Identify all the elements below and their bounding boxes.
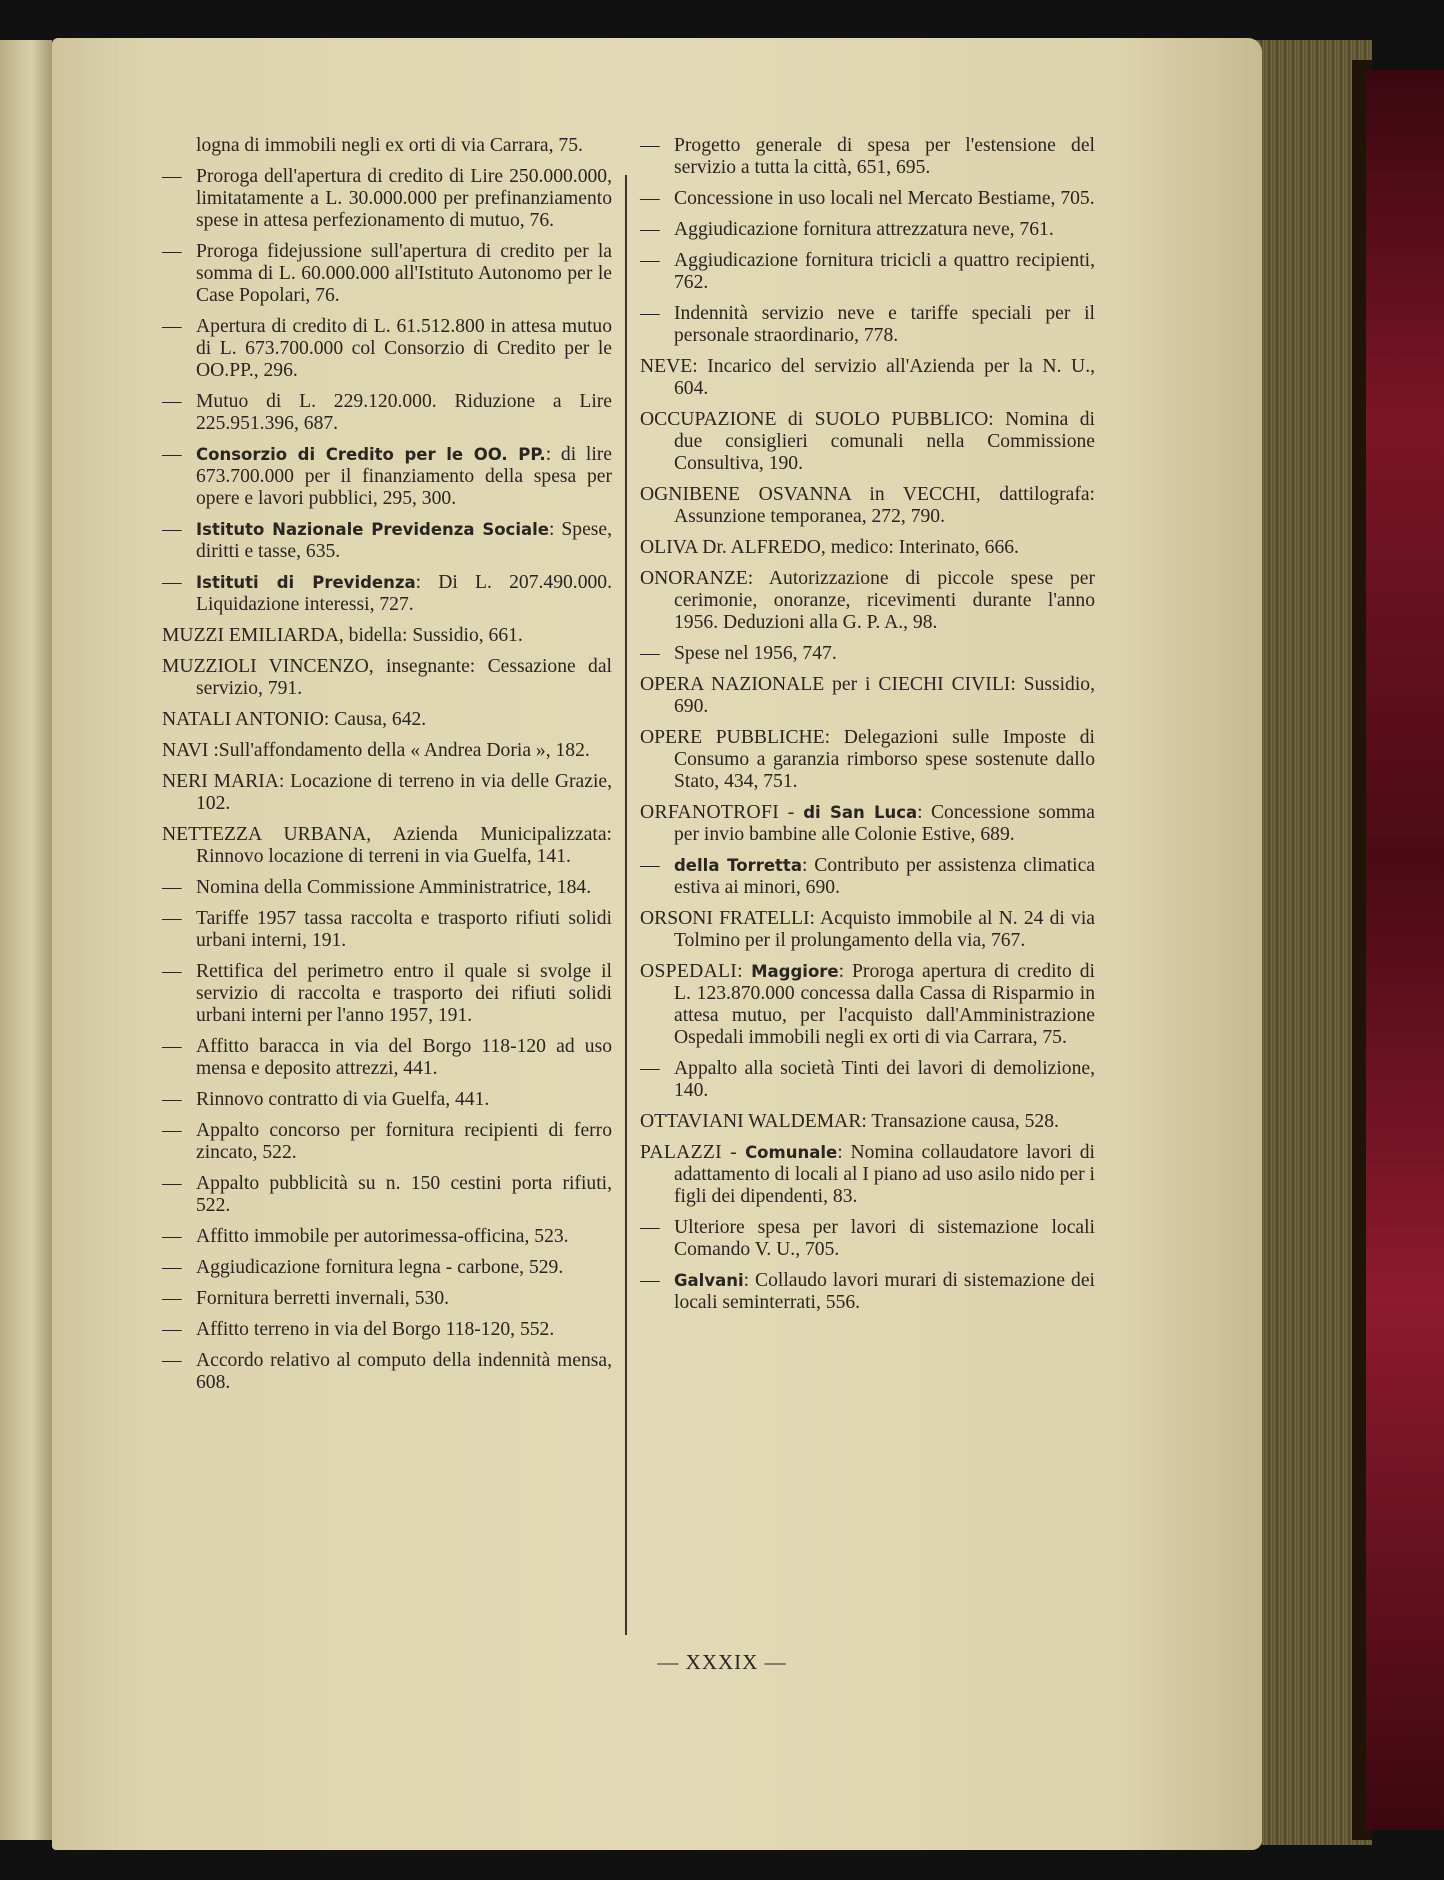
entry-dash: — xyxy=(162,877,182,898)
index-entry xyxy=(640,356,1095,400)
index-subentry xyxy=(162,1257,612,1279)
index-subentry xyxy=(162,1089,612,1111)
index-subentry xyxy=(162,1036,612,1080)
entry-dash: — xyxy=(162,572,182,593)
entry-text: : Di L. 207.490.000. Liquidazione interessi, 727. xyxy=(196,572,612,615)
entry-dash: — xyxy=(162,444,182,465)
entry-heading: PALAZZI - xyxy=(640,1142,746,1163)
index-subentry xyxy=(640,1058,1095,1102)
entry-text: NATALI ANTONIO: Causa, 642. xyxy=(162,709,427,730)
entry-text: OLIVA Dr. ALFREDO, medico: Interinato, 666. xyxy=(640,537,1019,558)
index-entry xyxy=(162,824,612,868)
index-subentry xyxy=(640,135,1095,179)
entry-dash: — xyxy=(162,1089,182,1110)
entry-bold-subject: Maggiore xyxy=(751,962,839,981)
index-entry xyxy=(640,1111,1095,1133)
index-subentry xyxy=(162,241,612,307)
entry-text: NERI MARIA: Locazione di terreno in via delle Grazie, 102. xyxy=(162,771,612,814)
index-subentry xyxy=(162,908,612,952)
entry-bold-subject: di San Luca xyxy=(803,803,918,822)
index-entry xyxy=(640,961,1095,1049)
entry-text: Indennità servizio neve e tariffe speciali per il personale straordinario, 778. xyxy=(674,303,1095,346)
index-subentry xyxy=(640,1217,1095,1261)
index-subentry xyxy=(640,303,1095,347)
book-cover xyxy=(1366,70,1444,1830)
index-entry xyxy=(162,625,612,647)
index-entry xyxy=(162,771,612,815)
entry-bold-subject: della Torretta xyxy=(674,856,802,875)
entry-dash: — xyxy=(162,1288,182,1309)
entry-text: NETTEZZA URBANA, Azienda Municipalizzata: Rinnovo locazione di terreni in via Guelfa, 141. xyxy=(162,824,612,867)
facing-page-edge xyxy=(0,40,52,1840)
entry-dash: — xyxy=(640,219,660,240)
entry-text: : Nomina collaudatore lavori di adattamento di locali al I piano ad uso asilo nido per i figli dei dipendenti, 83. xyxy=(674,1142,1095,1207)
index-entry xyxy=(640,568,1095,634)
entry-text: Proroga dell'apertura di credito di Lire 250.000.000, limitatamente a L. 30.000.000 per prefinanziamento spese in attesa perfezionamento di mutuo, 76. xyxy=(196,166,612,231)
entry-dash: — xyxy=(162,166,182,187)
index-subentry xyxy=(162,1319,612,1341)
index-subentry xyxy=(162,877,612,899)
entry-text: MUZZI EMILIARDA, bidella: Sussidio, 661. xyxy=(162,625,523,646)
entry-text: Affitto immobile per autorimessa-officina, 523. xyxy=(196,1226,569,1247)
column-divider xyxy=(625,175,627,1635)
index-subentry xyxy=(162,1120,612,1164)
entry-text: MUZZIOLI VINCENZO, insegnante: Cessazione dal servizio, 791. xyxy=(162,656,612,699)
index-entry xyxy=(162,656,612,700)
entry-text: Ulteriore spesa per lavori di sistemazione locali Comando V. U., 705. xyxy=(674,1217,1095,1260)
entry-heading: OSPEDALI: xyxy=(640,961,752,982)
entry-text: Accordo relativo al computo della indennità mensa, 608. xyxy=(196,1350,612,1393)
entry-bold-subject: Istituti di Previdenza xyxy=(196,573,416,592)
index-subentry xyxy=(640,188,1095,210)
entry-heading: ORFANOTROFI - xyxy=(640,802,804,823)
index-subentry xyxy=(640,1270,1095,1314)
entry-dash: — xyxy=(162,1036,182,1057)
entry-text: Appalto pubblicità su n. 150 cestini porta rifiuti, 522. xyxy=(196,1173,612,1216)
entry-text: : di lire 673.700.000 per il finanziamento della spesa per opere e lavori pubblici, 295, 300. xyxy=(196,444,613,509)
index-subentry xyxy=(162,572,612,616)
entry-text: Aggiudicazione fornitura attrezzatura neve, 761. xyxy=(674,219,1054,240)
index-subentry xyxy=(162,316,612,382)
entry-dash: — xyxy=(162,961,182,982)
entry-dash: — xyxy=(162,1350,182,1371)
entry-dash: — xyxy=(640,303,660,324)
entry-text: ONORANZE: Autorizzazione di piccole spese per cerimonie, onoranze, ricevimenti durante l'anno 1956. Deduzioni alla G. P. A., 98. xyxy=(640,568,1095,633)
entry-dash: — xyxy=(162,519,182,540)
index-subentry xyxy=(162,391,612,435)
entry-text: Rinnovo contratto di via Guelfa, 441. xyxy=(196,1089,490,1110)
entry-text: : Contributo per assistenza climatica estiva ai minori, 690. xyxy=(674,855,1095,898)
index-subentry xyxy=(162,961,612,1027)
index-entry xyxy=(640,802,1095,846)
index-entry xyxy=(640,537,1095,559)
entry-text: Spese nel 1956, 747. xyxy=(674,643,837,664)
entry-text: : Collaudo lavori murari di sistemazione dei locali seminterrati, 556. xyxy=(674,1270,1095,1313)
index-subentry xyxy=(640,250,1095,294)
entry-bold-subject: Comunale xyxy=(745,1143,838,1162)
entry-dash: — xyxy=(640,855,660,876)
index-subentry xyxy=(162,519,612,563)
entry-dash: — xyxy=(640,1217,660,1238)
entry-text: Affitto baracca in via del Borgo 118-120 ad uso mensa e deposito attrezzi, 441. xyxy=(196,1036,612,1079)
index-entry xyxy=(640,727,1095,793)
index-entry xyxy=(640,409,1095,475)
entry-text: OGNIBENE OSVANNA in VECCHI, dattilografa: Assunzione temporanea, 272, 790. xyxy=(640,484,1095,527)
entry-dash: — xyxy=(162,908,182,929)
entry-text: Mutuo di L. 229.120.000. Riduzione a Lire 225.951.396, 687. xyxy=(196,391,612,434)
index-subentry xyxy=(162,135,612,157)
index-subentry xyxy=(640,643,1095,665)
entry-text: Concessione in uso locali nel Mercato Bestiame, 705. xyxy=(674,188,1095,209)
entry-text: NEVE: Incarico del servizio all'Azienda per la N. U., 604. xyxy=(640,356,1095,399)
entry-dash: — xyxy=(162,316,182,337)
entry-text: Affitto terreno in via del Borgo 118-120, 552. xyxy=(196,1319,555,1340)
index-entry xyxy=(162,709,612,731)
entry-dash: — xyxy=(162,1120,182,1141)
entry-text: OCCUPAZIONE di SUOLO PUBBLICO: Nomina di due consiglieri comunali nella Commissione Consultiva, 190. xyxy=(640,409,1095,474)
entry-text: Aggiudicazione fornitura tricicli a quattro recipienti, 762. xyxy=(674,250,1095,293)
index-entry xyxy=(640,484,1095,528)
entry-dash: — xyxy=(640,188,660,209)
entry-dash: — xyxy=(162,1257,182,1278)
right-column xyxy=(640,135,1095,1323)
entry-text: Progetto generale di spesa per l'estensione del servizio a tutta la città, 651, 695. xyxy=(674,135,1095,178)
entry-dash: — xyxy=(162,391,182,412)
entry-dash: — xyxy=(162,1319,182,1340)
entry-text: Tariffe 1957 tassa raccolta e trasporto rifiuti solidi urbani interni, 191. xyxy=(196,908,612,951)
entry-text: : Proroga apertura di credito di L. 123.870.000 concessa dalla Cassa di Risparmio in attesa mutuo, per l'acquisto dall'Amministrazione Ospedali immobili negli ex orti di via Carrara, 75. xyxy=(674,961,1095,1048)
entry-text: : Concessione somma per invio bambine alle Colonie Estive, 689. xyxy=(674,802,1095,845)
entry-text: Apertura di credito di L. 61.512.800 in attesa mutuo di L. 673.700.000 col Consorzio di Credito per le OO.PP., 296. xyxy=(196,316,612,381)
entry-dash: — xyxy=(162,1226,182,1247)
entry-text: Aggiudicazione fornitura legna - carbone, 529. xyxy=(196,1257,564,1278)
entry-text: Appalto alla società Tinti dei lavori di demolizione, 140. xyxy=(674,1058,1095,1101)
entry-text: Nomina della Commissione Amministratrice, 184. xyxy=(196,877,592,898)
entry-dash: — xyxy=(640,250,660,271)
index-subentry xyxy=(640,855,1095,899)
index-subentry xyxy=(162,444,612,510)
index-subentry xyxy=(162,1226,612,1248)
entry-dash: — xyxy=(162,241,182,262)
index-entry xyxy=(640,1142,1095,1208)
page-number: — XXXIX — xyxy=(657,1650,787,1674)
entry-text: Rettifica del perimetro entro il quale si svolge il servizio di raccolta e trasporto dei rifiuti solidi urbani interni per l'anno 1957, 191. xyxy=(196,961,612,1026)
index-entry xyxy=(640,908,1095,952)
entry-text: OPERE PUBBLICHE: Delegazioni sulle Imposte di Consumo a garanzia rimborso spese sostenute dallo Stato, 434, 751. xyxy=(640,727,1095,792)
index-entry xyxy=(640,674,1095,718)
entry-text: OPERA NAZIONALE per i CIECHI CIVILI: Sussidio, 690. xyxy=(640,674,1095,717)
entry-dash: — xyxy=(640,1270,660,1291)
entry-text: OTTAVIANI WALDEMAR: Transazione causa, 528. xyxy=(640,1111,1059,1132)
entry-bold-subject: Istituto Nazionale Previdenza Sociale xyxy=(196,520,549,539)
entry-bold-subject: Consorzio di Credito per le OO. PP. xyxy=(196,445,546,464)
index-subentry xyxy=(162,1173,612,1217)
left-column xyxy=(162,135,612,1403)
entry-bold-subject: Galvani xyxy=(674,1271,744,1290)
entry-text: NAVI :Sull'affondamento della « Andrea Doria », 182. xyxy=(162,740,590,761)
index-subentry xyxy=(162,1288,612,1310)
entry-text: Proroga fidejussione sull'apertura di credito per la somma di L. 60.000.000 all'Istituto Autonomo per le Case Popolari, 76. xyxy=(196,241,612,306)
entry-text: Appalto concorso per fornitura recipienti di ferro zincato, 522. xyxy=(196,1120,612,1163)
index-subentry xyxy=(640,219,1095,241)
index-subentry xyxy=(162,1350,612,1394)
index-entry xyxy=(162,740,612,762)
entry-text: ORSONI FRATELLI: Acquisto immobile al N. 24 di via Tolmino per il prolungamento della via, 767. xyxy=(640,908,1095,951)
entry-dash: — xyxy=(640,135,660,156)
index-subentry xyxy=(162,166,612,232)
entry-dash: — xyxy=(640,1058,660,1079)
entry-text: logna di immobili negli ex orti di via Carrara, 75. xyxy=(196,135,583,156)
entry-text: : Spese, diritti e tasse, 635. xyxy=(196,519,612,562)
entry-dash: — xyxy=(640,643,660,664)
entry-dash: — xyxy=(162,1173,182,1194)
entry-text: Fornitura berretti invernali, 530. xyxy=(196,1288,450,1309)
